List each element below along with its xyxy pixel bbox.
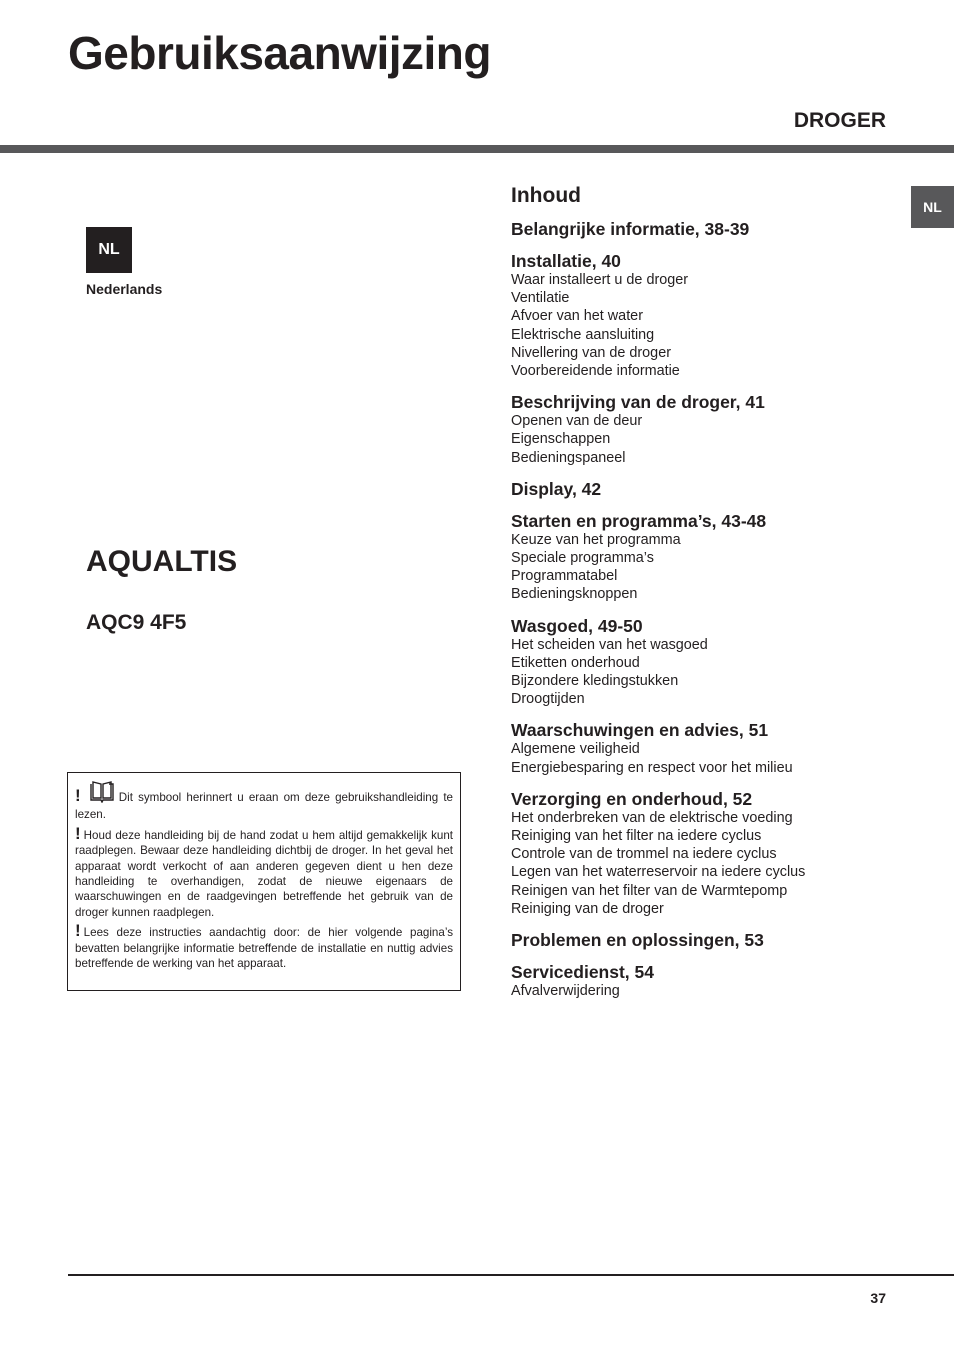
toc-item: Elektrische aansluiting	[511, 326, 655, 343]
toc-item: Openen van de deur	[511, 413, 643, 430]
toc-item: Reinigen van het filter van de Warmtepomp	[511, 882, 788, 899]
language-side-tab: NL	[911, 186, 954, 228]
toc-section	[511, 219, 891, 240]
toc-section	[511, 616, 891, 709]
language-badge: NL	[86, 227, 132, 273]
table-of-contents	[511, 183, 891, 1012]
toc-item: Droogtijden	[511, 691, 585, 708]
toc-section-title: Starten en programma’s, 43-48	[511, 510, 767, 531]
toc-section-title: Problemen en oplossingen, 53	[511, 930, 764, 951]
warning-icon: !	[75, 921, 81, 941]
warning-icon: !	[75, 786, 81, 805]
toc-heading: Inhoud	[511, 184, 581, 207]
product-type: DROGER	[793, 109, 886, 132]
warning-icon: !	[75, 823, 81, 843]
toc-item: Speciale programma’s	[511, 550, 654, 567]
toc-section	[511, 962, 891, 1000]
toc-section-title: Servicedienst, 54	[511, 962, 654, 983]
toc-item: Etiketten onderhoud	[511, 654, 640, 671]
toc-section	[511, 479, 891, 500]
toc-section-title: Beschrijving van de droger, 41	[511, 392, 765, 413]
toc-item: Controle van de trommel na iedere cyclus	[511, 846, 777, 863]
toc-item: Nivellering van de droger	[511, 344, 671, 361]
toc-section	[511, 720, 891, 776]
page-number: 37	[870, 1290, 886, 1306]
toc-section-title: Belangrijke informatie, 38-39	[511, 219, 750, 239]
toc-item: Algemene veiligheid	[511, 741, 640, 758]
toc-section	[511, 392, 891, 467]
toc-section	[511, 251, 891, 380]
toc-section-title: Verzorging en onderhoud, 52	[511, 788, 753, 809]
toc-item: Voorbereidende informatie	[511, 363, 680, 380]
toc-item: Het onderbreken van de elektrische voeding	[511, 809, 793, 826]
toc-section-title: Installatie, 40	[511, 251, 621, 271]
toc-sections	[511, 219, 891, 1000]
book-icon	[89, 781, 115, 807]
notice-paragraph	[75, 823, 453, 920]
toc-item: Keuze van het programma	[511, 531, 681, 548]
toc-item: Bedieningspaneel	[511, 449, 626, 466]
language-name: Nederlands	[86, 281, 163, 297]
toc-item: Reiniging van het filter na iedere cyclus	[511, 828, 762, 845]
toc-item: Eigenschappen	[511, 431, 611, 448]
notice-text: Dit symbool herinnert u eraan om deze gebruikshandleiding te lezen.	[75, 791, 453, 822]
toc-item: Energiebesparing en respect voor het milieu	[511, 759, 793, 776]
notice-text: Lees deze instructies aandachtig door: de hier volgende pagina’s bevatten belangrijke informatie betreffende de installatie en nuttig advies betreffende de werking van het apparaat.	[75, 926, 453, 971]
toc-item: Reiniging van de droger	[511, 900, 664, 917]
notice-paragraph	[75, 921, 453, 971]
toc-item: Afvalverwijdering	[511, 983, 620, 1000]
notice-box	[67, 772, 461, 991]
toc-section	[511, 789, 891, 918]
toc-item: Bedieningsknoppen	[511, 586, 638, 603]
header-divider	[0, 145, 954, 153]
brand-name: AQUALTIS	[86, 545, 238, 578]
model-number: AQC9 4F5	[86, 611, 187, 634]
toc-section-title: Waarschuwingen en advies, 51	[511, 720, 769, 741]
toc-item: Bijzondere kledingstukken	[511, 673, 679, 690]
notice-text: Houd deze handleiding bij de hand zodat u hem altijd gemakkelijk kunt raadplegen. Bewaar deze handleiding dichtbij de droger. In het geval het apparaat wordt verkocht of aan anderen gegeven dient u hen deze handleiding te overhandigen, zodat de nieuwe eigenaars de waarschuwingen en de raadgevingen betreffende het gebruik van de droger kunnen raadplegen.	[75, 828, 453, 919]
toc-item: Afvoer van het water	[511, 308, 643, 325]
page-title: Gebruiksaanwijzing	[68, 27, 491, 79]
toc-item: Programmatabel	[511, 568, 618, 585]
footer-divider	[68, 1274, 954, 1276]
toc-item: Het scheiden van het wasgoed	[511, 636, 708, 653]
toc-section	[511, 930, 891, 951]
toc-section	[511, 511, 891, 604]
notice-paragraph	[75, 781, 453, 823]
toc-item: Waar installeert u de droger	[511, 272, 689, 288]
toc-section-title: Wasgoed, 49-50	[511, 615, 643, 636]
toc-item: Ventilatie	[511, 290, 570, 307]
toc-item: Legen van het waterreservoir na iedere cyclus	[511, 864, 806, 881]
toc-section-title: Display, 42	[511, 478, 602, 499]
